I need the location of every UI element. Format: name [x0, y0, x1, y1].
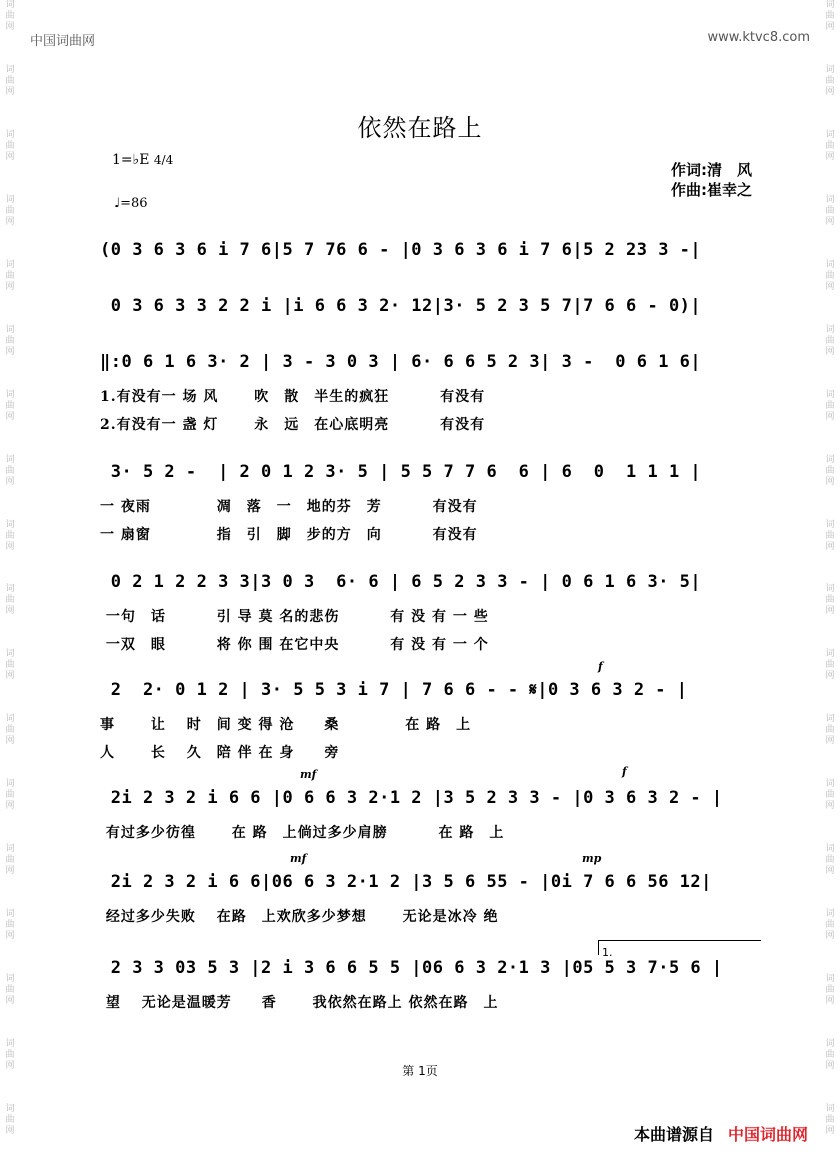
watermark-glyph: 网 — [5, 606, 15, 617]
watermark-glyph: 词 — [825, 0, 835, 10]
watermark-glyph: 曲 — [825, 335, 835, 346]
volta-bracket — [598, 940, 761, 959]
watermark-glyph: 曲 — [5, 140, 15, 151]
watermark-glyph: 网 — [5, 1061, 15, 1071]
composer: 作曲:崔幸之 — [671, 181, 752, 199]
watermark-glyph: 词 — [825, 194, 835, 205]
lyricist: 作词:清 风 — [671, 161, 752, 179]
watermark-glyph: 曲 — [825, 660, 835, 671]
watermark-glyph: 曲 — [825, 595, 835, 606]
watermark-glyph: 词 — [825, 909, 835, 920]
score-system — [100, 462, 770, 544]
source-label: 本曲谱源自 — [633, 1125, 714, 1144]
watermark-glyph: 曲 — [5, 270, 15, 281]
score-system — [100, 788, 770, 842]
key-signature — [112, 152, 173, 168]
watermark-glyph: 词 — [5, 519, 15, 530]
watermark-glyph: 曲 — [5, 530, 15, 541]
watermark-glyph: 曲 — [5, 660, 15, 671]
watermark-glyph: 曲 — [825, 920, 835, 931]
site-url[interactable]: www.ktvc8.com — [707, 30, 810, 45]
watermark-glyph: 网 — [825, 86, 835, 97]
watermark-glyph: 曲 — [5, 920, 15, 931]
lyric-line: 一句 话 引 导 莫 名的悲伤 有 没 有 一 些 — [100, 609, 489, 625]
watermark-glyph: 词 — [5, 1039, 15, 1049]
watermark-glyph: 曲 — [5, 400, 15, 411]
watermark-glyph: 网 — [5, 151, 15, 162]
notation-line: 2i 2 3 2 i 6 6|06 6 3 2·1 2 |3 5 6 55 - |0i 7 6 6 56 12| — [100, 872, 712, 892]
watermark-glyph: 词 — [825, 259, 835, 270]
watermark-glyph: 曲 — [825, 985, 835, 996]
lyric-line: 人 长 久 陪 伴 在 身 旁 — [100, 745, 340, 761]
watermark-glyph: 词 — [825, 649, 835, 660]
credits — [671, 160, 752, 200]
lyric-line: 一双 眼 将 你 围 在它中央 有 没 有 一 个 — [100, 637, 489, 653]
lyric-line: 一 扇窗 指 引 脚 步的方 向 有没有 — [100, 527, 478, 543]
watermark-glyph: 曲 — [825, 465, 835, 476]
notation-line: 0 3 6 3 3 2 2 i |i 6 6 3 2· 12|3· 5 2 3 5 7|7 6 6 - 0)| — [100, 296, 702, 316]
watermark-glyph: 曲 — [5, 465, 15, 476]
watermark-glyph: 曲 — [5, 855, 15, 866]
lyric-line: 一 夜雨 凋 落 一 地的芬 芳 有没有 — [100, 499, 478, 515]
watermark-glyph: 词 — [5, 0, 15, 10]
source-brand[interactable]: 中国词曲网 — [727, 1125, 808, 1144]
score-system — [100, 572, 770, 654]
score-system — [100, 958, 770, 1012]
score-system — [100, 872, 770, 926]
lyric-line: 有过多少彷徨 在 路 上倘过多少肩膀 在 路 上 — [100, 825, 505, 841]
watermark-glyph: 网 — [5, 541, 15, 552]
watermark-glyph: 曲 — [825, 205, 835, 216]
watermark-glyph: 曲 — [825, 1114, 835, 1125]
dynamic-marking: mp — [582, 852, 602, 865]
watermark-glyph: 词 — [825, 779, 835, 790]
watermark-glyph: 曲 — [5, 595, 15, 606]
watermark-glyph: 网 — [825, 606, 835, 617]
score-system — [100, 240, 770, 260]
watermark-glyph: 网 — [825, 281, 835, 292]
watermark-glyph: 网 — [825, 931, 835, 942]
watermark-glyph: 词 — [5, 974, 15, 985]
watermark-glyph: 网 — [825, 996, 835, 1007]
watermark-glyph: 词 — [825, 519, 835, 530]
watermark-glyph: 网 — [825, 216, 835, 227]
watermark-glyph: 词 — [5, 779, 15, 790]
watermark-glyph: 曲 — [825, 790, 835, 801]
watermark-glyph: 词 — [5, 649, 15, 660]
watermark-glyph: 曲 — [825, 11, 835, 21]
watermark-glyph: 曲 — [5, 725, 15, 736]
lyric-line: 望 无论是温暖芳 香 我依然在路上 依然在路 上 — [100, 995, 499, 1011]
watermark-glyph: 词 — [825, 844, 835, 855]
watermark-glyph: 词 — [825, 129, 835, 140]
watermark-glyph: 网 — [825, 151, 835, 162]
watermark-glyph: 词 — [825, 64, 835, 75]
watermark-glyph: 网 — [825, 541, 835, 552]
watermark-glyph: 曲 — [5, 11, 15, 21]
watermark-glyph: 网 — [825, 671, 835, 682]
watermark-glyph: 网 — [5, 411, 15, 422]
watermark-glyph: 曲 — [825, 75, 835, 86]
watermark-glyph: 曲 — [5, 1050, 15, 1060]
watermark-glyph: 网 — [5, 671, 15, 682]
watermark-glyph: 网 — [825, 346, 835, 357]
watermark-glyph: 曲 — [825, 1050, 835, 1060]
lyric-line: 事 让 时 间 变 得 沧 桑 在 路 上 — [100, 717, 472, 733]
time-signature: 4/4 — [153, 153, 174, 167]
key-label: 1=♭E — [112, 152, 150, 168]
watermark-glyph: 词 — [825, 974, 835, 985]
watermark-glyph: 网 — [5, 866, 15, 877]
watermark-glyph: 词 — [5, 454, 15, 465]
watermark-glyph: 曲 — [5, 1114, 15, 1125]
right-watermark-strip — [822, 0, 838, 1169]
watermark-glyph: 曲 — [5, 985, 15, 996]
watermark-glyph: 曲 — [5, 75, 15, 86]
watermark-glyph: 网 — [825, 1061, 835, 1071]
score-system — [100, 352, 770, 434]
watermark-glyph: 曲 — [825, 855, 835, 866]
lyric-line: 1.有没有一 场 风 吹 散 半生的疯狂 有没有 — [100, 389, 486, 405]
watermark-glyph: 词 — [825, 584, 835, 595]
watermark-glyph: 网 — [825, 866, 835, 877]
watermark-glyph: 词 — [825, 389, 835, 400]
page-number: 第 1页 — [402, 1064, 438, 1078]
watermark-glyph: 网 — [5, 996, 15, 1007]
watermark-glyph: 曲 — [5, 790, 15, 801]
watermark-glyph: 词 — [5, 909, 15, 920]
watermark-glyph: 词 — [5, 714, 15, 725]
watermark-glyph: 曲 — [825, 270, 835, 281]
watermark-glyph: 词 — [5, 324, 15, 335]
watermark-glyph: 词 — [825, 1039, 835, 1049]
watermark-glyph: 词 — [825, 714, 835, 725]
watermark-glyph: 词 — [5, 389, 15, 400]
dynamic-marking: f — [598, 660, 603, 673]
source-credit — [634, 1122, 808, 1145]
notation-line: 2 3 3 03 5 3 |2 i 3 6 6 5 5 |06 6 3 2·1 3 |05 5 3 7·5 6 | — [100, 958, 723, 978]
watermark-glyph: 词 — [825, 1103, 835, 1114]
watermark-glyph: 网 — [825, 411, 835, 422]
watermark-glyph: 词 — [5, 584, 15, 595]
watermark-glyph: 词 — [5, 194, 15, 205]
watermark-glyph: 网 — [5, 216, 15, 227]
watermark-glyph: 网 — [5, 476, 15, 487]
watermark-glyph: 网 — [5, 1125, 15, 1136]
site-name: 中国词曲网 — [30, 34, 96, 49]
notation-line: 0 2 1 2 2 3 3|3 0 3 6· 6 | 6 5 2 3 3 - | 0 6 1 6 3· 5| — [100, 572, 702, 592]
watermark-glyph: 网 — [5, 86, 15, 97]
dynamic-marking: mf — [290, 852, 307, 865]
score-system — [100, 296, 770, 316]
watermark-glyph: 词 — [5, 1103, 15, 1114]
watermark-glyph: 网 — [825, 476, 835, 487]
watermark-glyph: 词 — [5, 259, 15, 270]
tempo-marking: ♩=86 — [114, 196, 148, 211]
song-title: 依然在路上 — [357, 114, 483, 142]
watermark-glyph: 词 — [5, 129, 15, 140]
watermark-glyph: 网 — [5, 346, 15, 357]
watermark-glyph: 曲 — [825, 725, 835, 736]
watermark-glyph: 曲 — [825, 530, 835, 541]
watermark-glyph: 网 — [5, 801, 15, 812]
watermark-glyph: 网 — [825, 22, 835, 32]
watermark-glyph: 网 — [825, 736, 835, 747]
watermark-glyph: 网 — [5, 931, 15, 942]
notation-line: (0 3 6 3 6 i 7 6|5 7 76 6 - |0 3 6 3 6 i 7 6|5 2 23 3 -| — [100, 240, 702, 260]
left-watermark-strip — [2, 0, 18, 1169]
notation-line: 2 2· 0 1 2 | 3· 5 5 3 i 7 | 7 6 6 - - 𝄋|0 3 6 3 2 - | — [100, 680, 688, 700]
watermark-glyph: 网 — [825, 801, 835, 812]
watermark-glyph: 词 — [825, 454, 835, 465]
notation-line: 3· 5 2 - | 2 0 1 2 3· 5 | 5 5 7 7 6 6 | 6 0 1 1 1 | — [100, 462, 702, 482]
watermark-glyph: 网 — [5, 736, 15, 747]
dynamic-marking: mf — [300, 768, 317, 781]
watermark-glyph: 曲 — [825, 400, 835, 411]
watermark-glyph: 曲 — [825, 140, 835, 151]
watermark-glyph: 曲 — [5, 335, 15, 346]
lyric-line: 2.有没有一 盏 灯 永 远 在心底明亮 有没有 — [100, 417, 486, 433]
volta-label: 1. — [602, 946, 613, 959]
watermark-glyph: 词 — [5, 64, 15, 75]
lyric-line: 经过多少失败 在路 上欢欣多少梦想 无论是冰冷 绝 — [100, 909, 499, 925]
score-system — [100, 680, 770, 762]
watermark-glyph: 曲 — [5, 205, 15, 216]
watermark-glyph: 网 — [825, 1125, 835, 1136]
watermark-glyph: 网 — [5, 22, 15, 32]
dynamic-marking: f — [622, 765, 627, 778]
notation-line: ‖:0 6 1 6 3· 2 | 3 - 3 0 3 | 6· 6 6 5 2 3| 3 - 0 6 1 6| — [100, 352, 702, 372]
watermark-glyph: 词 — [825, 324, 835, 335]
watermark-glyph: 网 — [5, 281, 15, 292]
watermark-glyph: 词 — [5, 844, 15, 855]
notation-line: 2i 2 3 2 i 6 6 |0 6 6 3 2·1 2 |3 5 2 3 3 - |0 3 6 3 2 - | — [100, 788, 723, 808]
